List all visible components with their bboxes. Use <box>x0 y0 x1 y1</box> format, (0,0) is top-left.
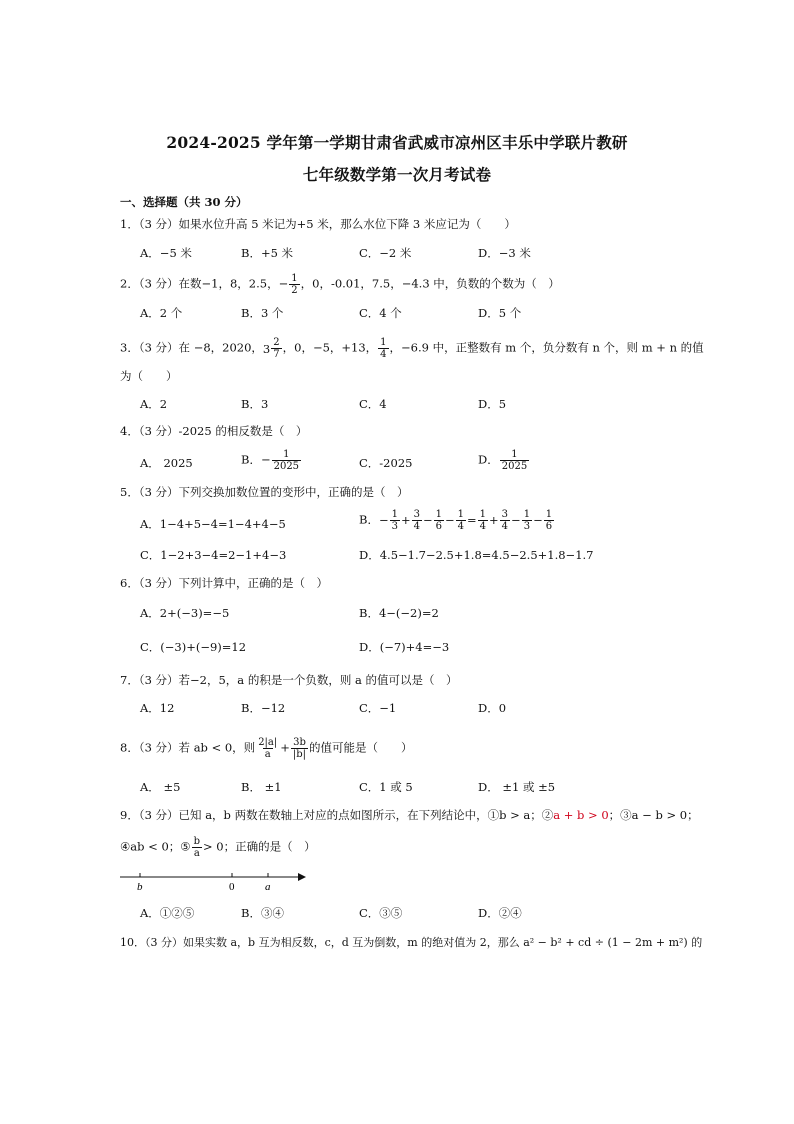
q5-term-sign: − <box>511 512 521 527</box>
q8-f1-den: a <box>264 749 271 760</box>
q3-option-d: D．5 <box>478 397 507 411</box>
q5-term-den: 3 <box>391 521 398 532</box>
q9-fraction <box>192 836 202 859</box>
question-9-stem-line2 <box>120 836 316 859</box>
q5-term-fraction <box>434 509 444 532</box>
q8-f2-num: 3b <box>293 737 306 748</box>
q5-term-num: 1 <box>479 509 487 520</box>
q5-term-sign: − <box>422 512 433 527</box>
q9-line2-pre: ④ab < 0；⑤ <box>120 839 191 854</box>
q4-b-sign: − <box>260 452 271 467</box>
q5-term-fraction <box>544 509 554 532</box>
q5-term-fraction <box>478 509 488 532</box>
question-5-stem: 5．（3 分）下列交换加数位置的变形中，正确的是（ ） <box>120 485 409 499</box>
q4-option-a: A． 2025 <box>140 456 193 470</box>
q3-option-c: C．4 <box>359 397 387 411</box>
q9-option-b: B．③④ <box>241 906 284 920</box>
q5-term-num: 3 <box>501 509 509 520</box>
q9-line1-red: a + b > 0 <box>553 808 609 822</box>
q3-mixed-fraction <box>271 337 281 360</box>
q6-option-b: B．4−(−2)=2 <box>359 606 439 620</box>
q7-option-c: C．−1 <box>359 701 397 715</box>
q2-stem-pre: 2．（3 分）在数−1，8，2.5， <box>120 276 279 291</box>
q2-option-a: A．2 个 <box>140 306 183 320</box>
q5-option-b <box>359 509 555 532</box>
q4-option-d <box>478 449 530 472</box>
q6-option-a: A．2+(−3)=−5 <box>140 606 230 620</box>
q9-line1-pre: 9．（3 分）已知 a，b 两数在数轴上对应的点如图所示，在下列结论中，①b > a；② <box>120 808 554 822</box>
q5-term-num: 1 <box>545 509 553 520</box>
q3-option-a: A．2 <box>140 397 168 411</box>
q8-fraction-1 <box>256 737 279 760</box>
q5-term-num: 1 <box>435 509 442 520</box>
question-2-stem <box>120 273 560 296</box>
number-line <box>118 868 308 894</box>
label-0: 0 <box>229 881 235 893</box>
q7-option-b: B．−12 <box>241 701 286 715</box>
q2-stem-post: ，0，-0.01，7.5，−4.3 中，负数的个数为（ ） <box>300 276 560 291</box>
question-4-stem: 4．（3 分）-2025 的相反数是（ ） <box>120 424 308 438</box>
q2-frac-num: 1 <box>291 273 298 284</box>
q8-fraction-2 <box>291 737 308 760</box>
q1-option-c: C．−2 米 <box>359 246 412 260</box>
q6-option-d: D．(−7)+4=−3 <box>359 640 450 654</box>
q5-term-fraction <box>456 509 466 532</box>
q9-option-c: C．③⑤ <box>359 906 403 920</box>
q5-term-den: 4 <box>457 521 465 532</box>
q5-term-fraction <box>500 509 510 532</box>
q5-term-num: 3 <box>413 509 420 520</box>
question-8-stem <box>120 737 413 760</box>
section-heading: 一、选择题（共 30 分） <box>120 195 248 209</box>
label-a: a <box>265 881 271 893</box>
q3-option-b: B．3 <box>241 397 269 411</box>
q1-option-a: A．−5 米 <box>140 246 192 260</box>
q5-term-den: 6 <box>545 521 553 532</box>
q5-option-c: C．1−2+3−4=2−1+4−3 <box>140 548 287 562</box>
q5-term-den: 4 <box>501 521 509 532</box>
q4-option-c: C．-2025 <box>359 456 413 470</box>
q8-f2-den: |b| <box>292 749 307 760</box>
q2-fraction <box>289 273 299 296</box>
exam-title-line2: 七年级数学第一次月考试卷 <box>302 165 492 184</box>
q9-line1-post: ；③a − b > 0； <box>608 808 699 822</box>
q8-option-d: D． ±1 或 ±5 <box>478 780 556 794</box>
q8-option-a: A． ±5 <box>140 780 181 794</box>
q5-term-num: 1 <box>391 509 398 520</box>
q7-option-a: A．12 <box>140 701 175 715</box>
q4-option-b <box>241 449 302 472</box>
exam-title-line1: 2024-2025 学年第一学期甘肃省武威市凉州区丰乐中学联片教研 <box>166 133 628 152</box>
question-1-stem: 1．（3 分）如果水位升高 5 米记为+5 米，那么水位下降 3 米应记为（ ） <box>120 217 516 231</box>
q8-stem-post: 的值可能是（ ） <box>309 740 413 755</box>
q4-b-num: 1 <box>283 449 290 460</box>
question-6-stem: 6．（3 分）下列计算中，正确的是（ ） <box>120 576 329 590</box>
number-line-arrow <box>298 873 306 881</box>
q5-term-sign: + <box>489 512 499 527</box>
q2-frac-sign: − <box>278 276 289 291</box>
q5-term-sign: − <box>378 512 389 527</box>
q3-mixed-den: 7 <box>273 349 280 360</box>
q4-b-fraction <box>272 449 301 472</box>
q1-option-b: B．+5 米 <box>241 246 294 260</box>
q9-frac-den: a <box>193 848 200 859</box>
q5-term-sign: + <box>400 512 411 527</box>
q3-mixed-number <box>263 337 283 360</box>
q5-option-d: D．4.5−1.7−2.5+1.8=4.5−2.5+1.8−1.7 <box>359 548 594 562</box>
q5-term-den: 4 <box>413 521 420 532</box>
q4-d-num: 1 <box>511 449 518 460</box>
q2-option-b: B．3 个 <box>241 306 284 320</box>
q3-stem-post: ，−6.9 中，正整数有 m 个，负分数有 n 个，则 m + n 的值 <box>389 340 704 355</box>
q9-frac-num: b <box>193 836 201 847</box>
question-9-stem-line1 <box>120 807 699 823</box>
q3-stem-mid: ，0，−5，+13， <box>282 340 378 355</box>
q2-frac-den: 2 <box>291 285 298 296</box>
q5-option-a: A．1−4+5−4=1−4+4−5 <box>140 517 286 531</box>
q5-b-expression <box>378 509 555 532</box>
q6-option-c: C．(−3)+(−9)=12 <box>140 640 247 654</box>
q7-option-d: D．0 <box>478 701 507 715</box>
question-3-stem-cont: 为（ ） <box>120 369 178 383</box>
q4-b-label: B． <box>241 452 261 467</box>
q3-frac-num: 1 <box>380 337 387 348</box>
q4-d-label: D． <box>478 452 499 467</box>
q9-option-a: A．①②⑤ <box>140 906 195 920</box>
q8-stem-pre: 8．（3 分）若 ab < 0，则 <box>120 740 256 755</box>
q8-option-b: B． ±1 <box>241 780 282 794</box>
q4-d-den: 2025 <box>501 461 528 472</box>
q5-term-sign: = <box>467 512 477 527</box>
q8-f1-num: 2|a| <box>258 737 278 748</box>
question-3-stem <box>120 337 704 360</box>
question-10-stem: 10．（3 分）如果实数 a，b 互为相反数，c，d 互为倒数，m 的绝对值为 2，那么 a² − b² + cd ÷ (1 − 2m + m²) 的 <box>120 936 703 949</box>
q5-b-label: B． <box>359 512 379 527</box>
question-7-stem: 7．（3 分）若−2，5，a 的积是一个负数，则 a 的值可以是（ ） <box>120 673 458 687</box>
q3-fraction <box>378 337 388 360</box>
q3-mixed-num: 2 <box>273 337 280 348</box>
q5-term-sign: − <box>445 512 455 527</box>
label-b: b <box>137 881 143 893</box>
q5-term-fraction <box>522 509 532 532</box>
q5-term-fraction <box>412 509 422 532</box>
q5-term-den: 3 <box>523 521 531 532</box>
q8-plus: + <box>280 740 290 755</box>
q9-line2-post: > 0；正确的是（ ） <box>203 839 316 854</box>
q5-term-den: 4 <box>479 521 487 532</box>
q3-stem-pre: 3．（3 分）在 −8，2020， <box>120 340 263 355</box>
q5-term-num: 1 <box>457 509 465 520</box>
q5-term-den: 6 <box>435 521 442 532</box>
q9-option-d: D．②④ <box>478 906 522 920</box>
q4-b-den: 2025 <box>273 461 300 472</box>
q4-d-fraction <box>500 449 529 472</box>
q5-term-fraction <box>390 509 400 532</box>
q8-option-c: C．1 或 5 <box>359 780 413 794</box>
q5-term-sign: − <box>533 512 543 527</box>
q1-option-d: D．−3 米 <box>478 246 531 260</box>
q3-mixed-whole: 3 <box>262 341 271 356</box>
q3-frac-den: 4 <box>380 349 387 360</box>
q5-term-num: 1 <box>523 509 531 520</box>
q2-option-d: D．5 个 <box>478 306 522 320</box>
q2-option-c: C．4 个 <box>359 306 402 320</box>
